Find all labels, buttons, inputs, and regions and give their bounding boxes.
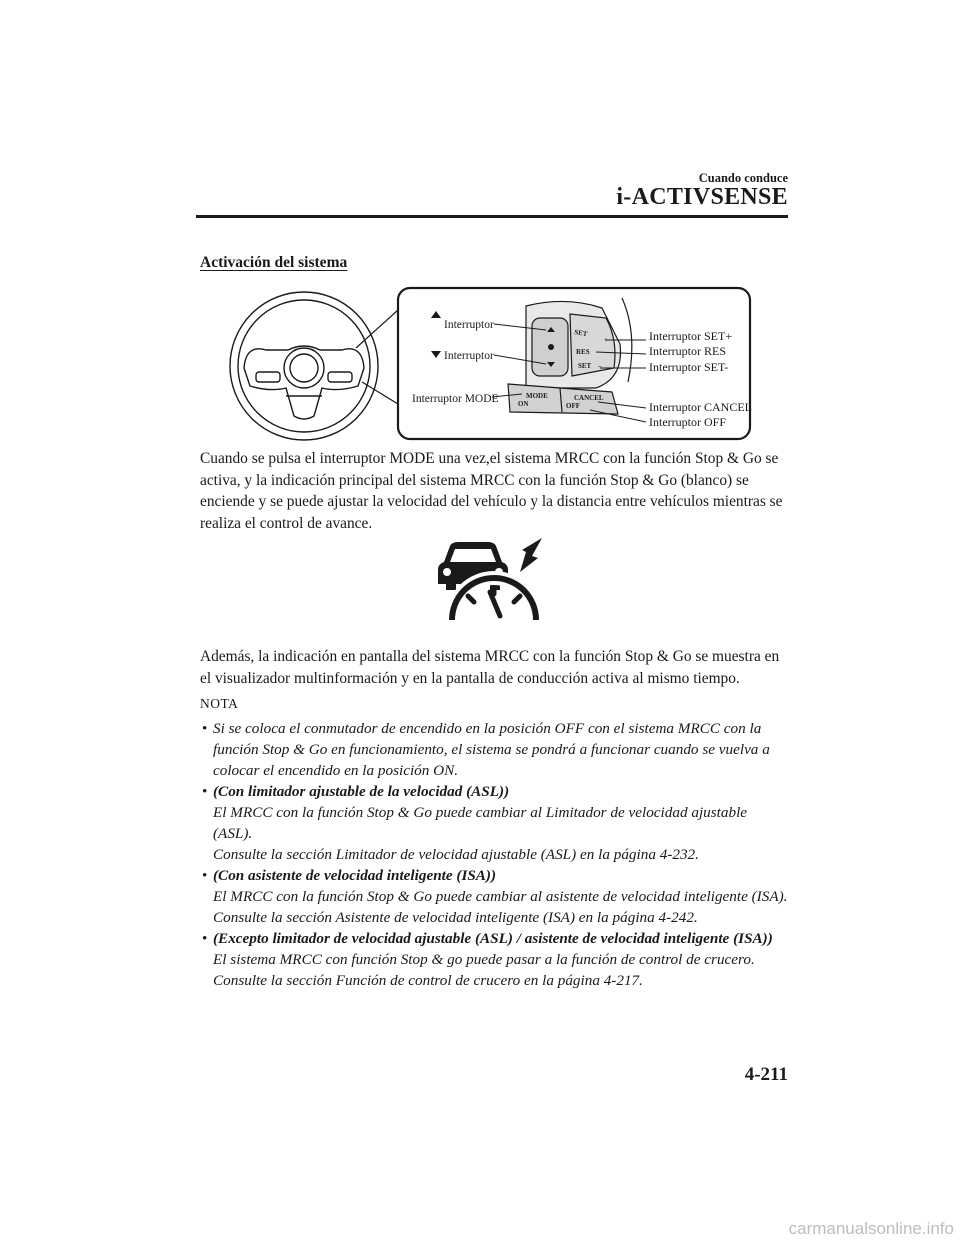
note-text: El MRCC con la función Stop & Go puede cambiar al asistente de velocidad inteligente (ISA). xyxy=(213,888,788,905)
bullet: • xyxy=(202,783,208,800)
page-number: 4-211 xyxy=(744,1064,788,1085)
label-set-minus: Interruptor SET- xyxy=(649,360,729,374)
label-off: Interruptor OFF xyxy=(649,415,726,429)
section-title: i-ACTIVSENSE xyxy=(616,184,788,210)
note-reference: Consulte la sección Asistente de velocidad inteligente (ISA) en la página 4-242. xyxy=(213,909,698,926)
bullet: • xyxy=(202,867,208,884)
bullet: • xyxy=(202,930,208,947)
label-res: Interruptor RES xyxy=(649,344,726,358)
note-item xyxy=(200,865,790,928)
note-item xyxy=(200,928,790,991)
note-reference: Consulte la sección Limitador de velocidad ajustable (ASL) en la página 4-232. xyxy=(213,846,699,863)
note-heading: (Con asistente de velocidad inteligente (ISA)) xyxy=(213,867,497,884)
svg-text:CANCEL: CANCEL xyxy=(574,394,604,402)
note-text: El sistema MRCC con función Stop & go puede pasar a la función de control de crucero. xyxy=(213,951,755,968)
svg-text:SET: SET xyxy=(578,362,592,370)
subheading: Activación del sistema xyxy=(200,254,348,271)
label-set-plus: Interruptor SET+ xyxy=(649,329,733,343)
mrcc-indicator-icon xyxy=(430,532,550,626)
paragraph-display: Además, la indicación en pantalla del sistema MRCC con la función Stop & Go se muestra en el visualizador multinformación y en la pantalla de conducción activa al mismo tiempo. xyxy=(200,648,780,687)
steering-switch-figure xyxy=(226,284,754,442)
label-cancel: Interruptor CANCEL xyxy=(649,400,752,414)
svg-text:OFF: OFF xyxy=(566,402,580,410)
note-item xyxy=(200,718,790,781)
svg-text:SET: SET xyxy=(573,328,589,339)
paragraph-activation: Cuando se pulsa el interruptor MODE una vez,el sistema MRCC con la función Stop & Go se activa, y la indicación principal del sistema MRCC con la función Stop & Go (blanco) se enciende y se puede ajustar la velocidad del vehículo y la distancia entre vehículos mientras se realiza el control de avance. xyxy=(200,450,783,532)
note-text: Si se coloca el conmutador de encendido en la posición OFF con el sistema MRCC con la función Stop & Go en funcionamiento, el sistema se pondrá a funcionar cuando se vuelva a colocar el encendido en la posición ON. xyxy=(213,720,770,779)
notes-list xyxy=(200,718,790,991)
chapter-title: Cuando conduce xyxy=(698,171,788,185)
nota-label: NOTA xyxy=(200,696,239,711)
svg-text:–: – xyxy=(598,362,602,370)
note-heading: (Con limitador ajustable de la velocidad (ASL)) xyxy=(213,783,510,800)
svg-text:ON: ON xyxy=(518,400,529,408)
label-mode-switch: Interruptor MODE xyxy=(412,393,499,405)
header-rule xyxy=(196,215,788,218)
svg-text:+: + xyxy=(604,336,608,344)
bullet: • xyxy=(202,720,208,737)
steering-wheel-icon xyxy=(230,292,378,440)
watermark: carmanualsonline.info xyxy=(788,1219,954,1238)
svg-text:MODE: MODE xyxy=(526,392,548,400)
label-down-switch: Interruptor xyxy=(444,350,494,362)
label-up-switch: Interruptor xyxy=(444,319,494,331)
svg-text:RES: RES xyxy=(576,348,590,356)
note-heading: (Excepto limitador de velocidad ajustable (ASL) / asistente de velocidad inteligente (ISA)) xyxy=(213,930,773,947)
note-item xyxy=(200,781,790,865)
note-reference: Consulte la sección Función de control de crucero en la página 4-217. xyxy=(213,972,643,989)
note-text: El MRCC con la función Stop & Go puede cambiar al Limitador de velocidad ajustable (ASL). xyxy=(213,804,748,842)
